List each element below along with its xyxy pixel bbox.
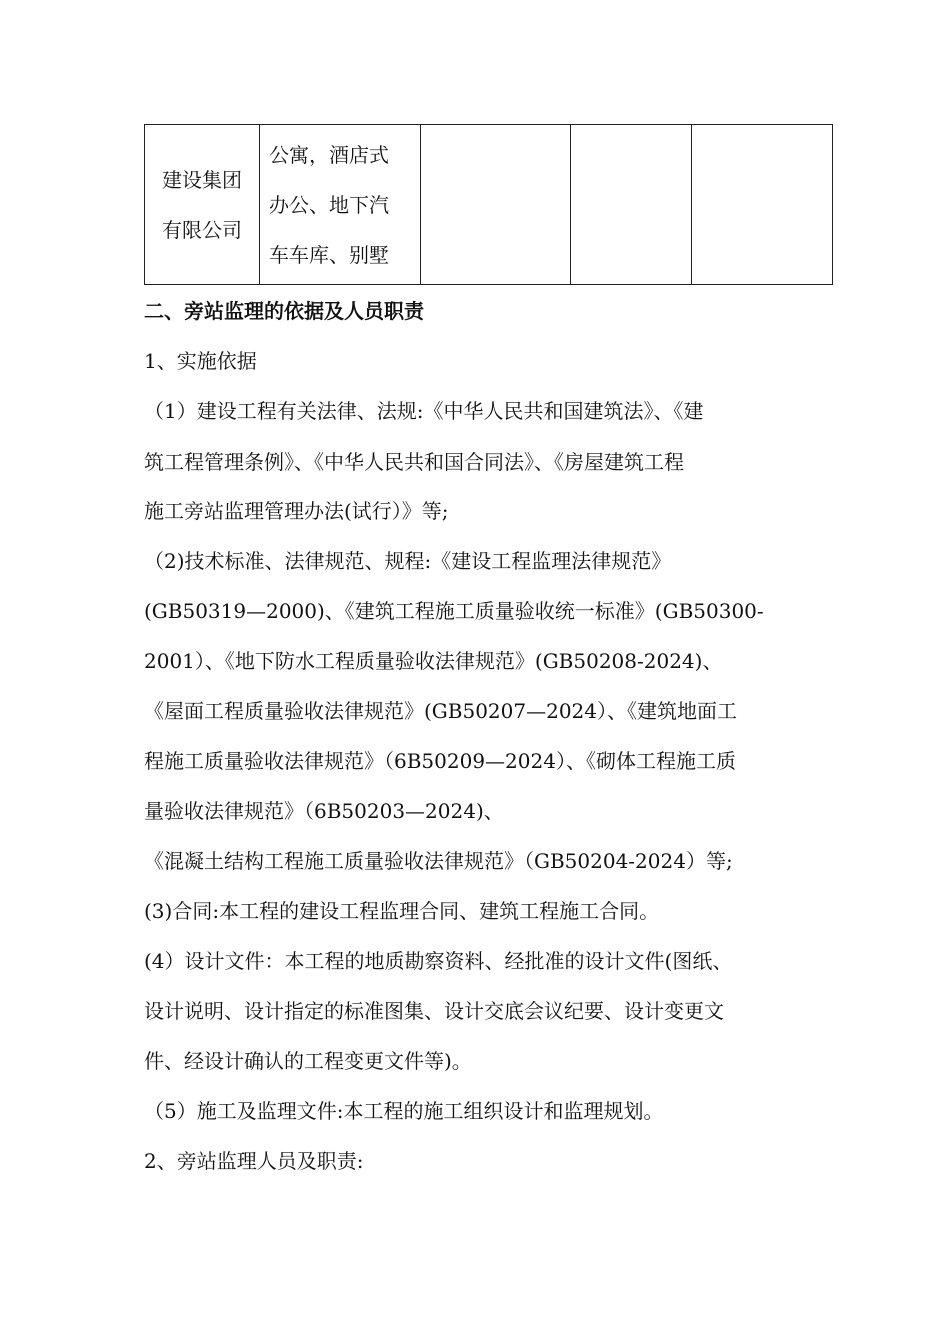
cell-line: 公寓，酒店式 bbox=[269, 142, 389, 167]
section-heading: 二、旁站监理的依据及人员职责 bbox=[144, 299, 424, 323]
paragraph-line: 2001）、《地下防水工程质量验收法律规范》(GB50208-2024)、 bbox=[144, 649, 723, 673]
paragraph-line: 设计说明、设计指定的标准图集、设计交底会议纪要、设计变更文 bbox=[144, 999, 724, 1023]
subheading-basis: 1、实施依据 bbox=[144, 349, 257, 373]
paragraph-line: 《屋面工程质量验收法律规范》(GB50207—2024）、《建筑地面工 bbox=[144, 699, 737, 723]
cell-line: 办公、地下汽 bbox=[269, 192, 389, 217]
table-cell-empty bbox=[692, 125, 833, 285]
project-table bbox=[144, 124, 833, 285]
table-cell-company bbox=[145, 125, 260, 285]
paragraph-line: 件、经设计确认的工程变更文件等)。 bbox=[144, 1049, 472, 1073]
cell-line: 有限公司 bbox=[162, 217, 242, 242]
paragraph-line: (3)合同:本工程的建设工程监理合同、建筑工程施工合同。 bbox=[144, 899, 660, 923]
table-cell-building-type bbox=[260, 125, 421, 285]
paragraph-line: 施工旁站监理管理办法(试行）》等; bbox=[144, 499, 449, 523]
paragraph-line: 量验收法律规范》（6B50203—2024)、 bbox=[144, 799, 504, 823]
paragraph-line: 《混凝土结构工程施工质量验收法律规范》（GB50204-2024）等; bbox=[144, 849, 733, 873]
paragraph-line: （1）建设工程有关法律、法规:《中华人民共和国建筑法》、《建 bbox=[144, 399, 704, 423]
table-cell-empty bbox=[571, 125, 692, 285]
paragraph-line: 筑工程管理条例》、《中华人民共和国合同法》、《房屋建筑工程 bbox=[144, 450, 684, 474]
paragraph-line: （2)技术标准、法律规范、规程:《建设工程监理法律规范》 bbox=[144, 549, 672, 573]
cell-line: 车车库、别墅 bbox=[269, 242, 389, 267]
paragraph-line: (GB50319—2000)、《建筑工程施工质量验收统一标准》(GB50300- bbox=[144, 599, 764, 623]
subheading-personnel: 2、旁站监理人员及职责: bbox=[144, 1149, 364, 1173]
table-cell-empty bbox=[421, 125, 571, 285]
paragraph-line: （5）施工及监理文件:本工程的施工组织设计和监理规划。 bbox=[144, 1099, 664, 1123]
cell-line: 建设集团 bbox=[162, 167, 242, 192]
table-row bbox=[145, 125, 833, 285]
paragraph-line: (4）设计文件：本工程的地质勘察资料、经批准的设计文件(图纸、 bbox=[144, 949, 733, 973]
paragraph-line: 程施工质量验收法律规范》（6B50209—2024）、《砌体工程施工质 bbox=[144, 749, 736, 773]
